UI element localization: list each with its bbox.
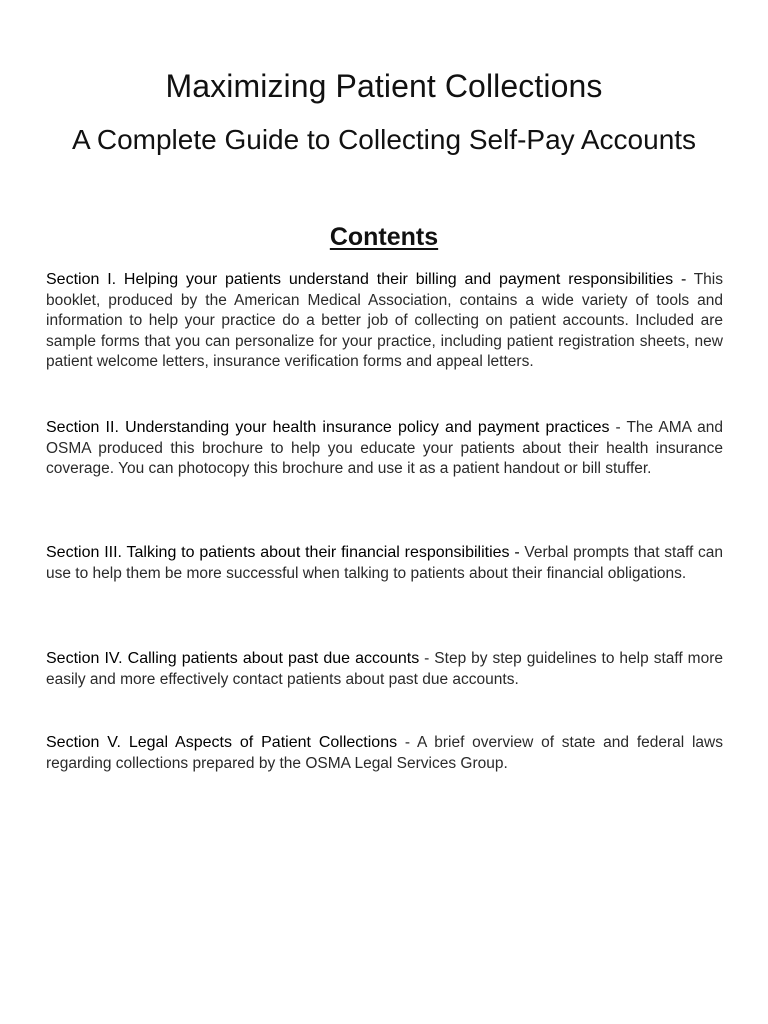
contents-section-2	[46, 418, 723, 480]
document-title: Maximizing Patient Collections	[165, 68, 603, 104]
section-title: Section II. Understanding your health insurance policy and payment practices	[46, 419, 610, 436]
contents-section-3	[46, 543, 723, 584]
section-description: Verbal prompts that staff can use to help them be more successful when talking to patients about their financial obligations.	[46, 544, 724, 582]
section-description: - The AMA and OSMA produced this brochure to help you educate your patients about their health insurance coverage. You can photocopy this brochure and use it as a patient handout or bill stuffer.	[46, 419, 723, 477]
contents-section-5	[46, 733, 723, 774]
section-title: Section IV. Calling patients about past due accounts	[46, 650, 420, 667]
contents-section-1	[46, 270, 723, 373]
document-subtitle: A Complete Guide to Collecting Self-Pay Accounts	[71, 124, 697, 155]
section-description: - Step by step guidelines to help staff more easily and more effectively contact patients about past due accounts.	[46, 650, 724, 688]
section-description: This booklet, produced by the American Medical Association, contains a wide variety of tools and information to help your practice do a better job of collecting on patient accounts. Included are sample forms that you can personalize for your practice, including patient registration sheets, new patient welcome letters, insurance verification forms and appeal letters.	[46, 271, 723, 370]
contents-section-4	[46, 649, 723, 690]
section-title: Section III. Talking to patients about their financial responsibilities -	[46, 544, 520, 561]
section-description: - A brief overview of state and federal laws regarding collections prepared by the OSMA Legal Services Group.	[46, 734, 723, 772]
contents-heading: Contents	[329, 223, 439, 251]
section-title: Section V. Legal Aspects of Patient Collections	[46, 734, 398, 751]
section-title: Section I. Helping your patients understand their billing and payment responsibilities -	[46, 271, 687, 288]
